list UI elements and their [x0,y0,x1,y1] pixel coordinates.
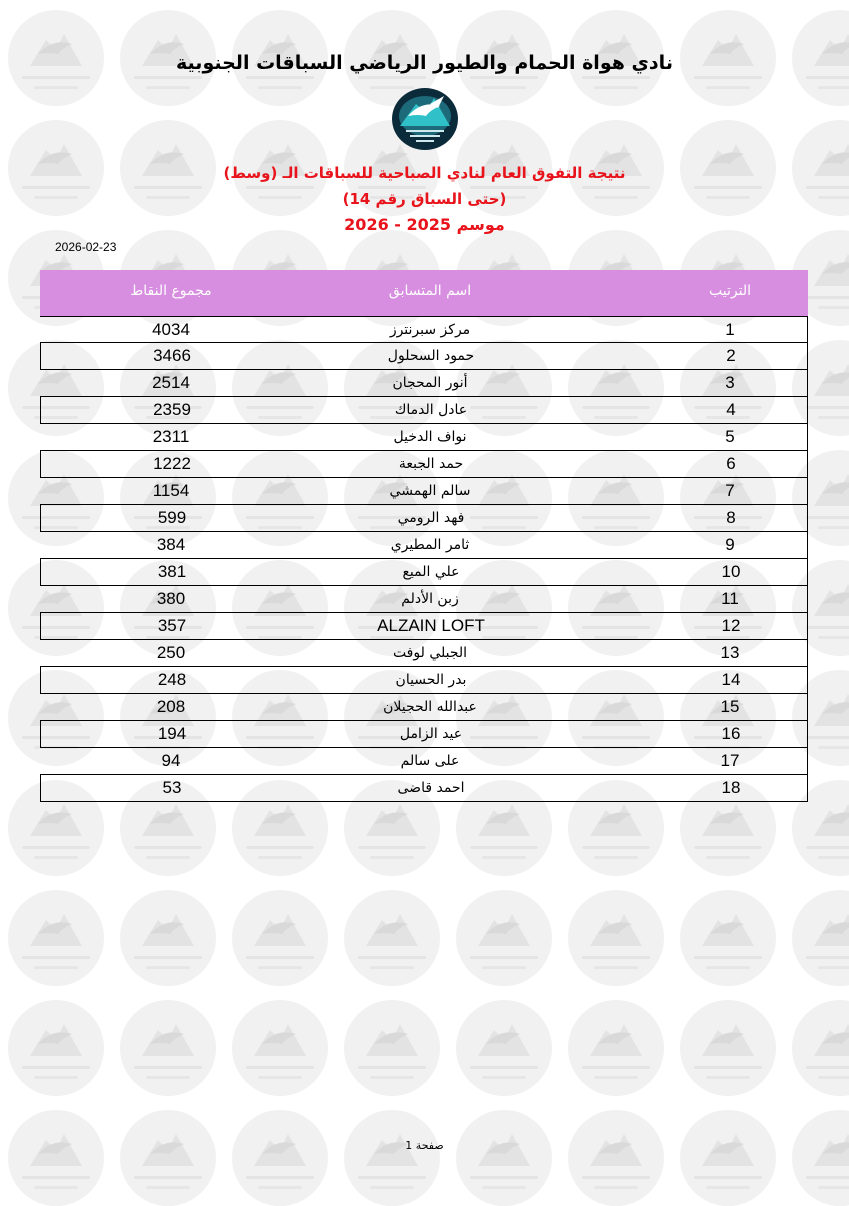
cell-rank: 16 [721,724,741,743]
cell-points: 208 [156,697,186,716]
cell-name: علي الميع [402,564,460,580]
cell-rank: 13 [720,643,740,662]
table-row [40,370,808,397]
cell-points: 4034 [152,320,190,339]
cell-name: مركز سبرنترز [389,322,471,338]
season-label: موسم 2025 - 2026 [344,215,505,234]
cell-points: 194 [157,724,187,743]
cell-name: أنور المحجان [392,375,468,391]
cell-points: 1222 [153,454,191,473]
cell-rank: 6 [726,454,736,473]
cell-rank: 15 [720,697,740,716]
cell-rank: 18 [721,778,741,797]
cell-name: احمد قاضى [397,780,465,796]
cell-name: حمد الجبعة [398,456,464,472]
table-row [40,775,808,802]
cell-rank: 10 [721,562,741,581]
table-row [40,694,808,721]
cell-points: 1154 [152,481,190,500]
cell-name: على سالم [400,753,460,769]
cell-name: زبن الأدلم [401,591,459,607]
table-header [40,270,808,316]
cell-name: عبدالله الحجيلان [383,699,477,715]
table-row [40,451,808,478]
cell-rank: 4 [726,400,736,419]
table-row [40,748,808,775]
cell-name: نواف الدخيل [393,429,467,445]
table-row [40,721,808,748]
cell-points: 2359 [153,400,191,419]
table-row [40,505,808,532]
club-title: نادي هواة الحمام والطيور الرياضي السباقات الجنوبية [176,52,673,74]
table-row [40,640,808,667]
cell-name: ثامر المطيري [390,537,470,553]
result-title: نتيجة التفوق العام لنادي الصباحية للسباقات الـ (وسط) [223,164,626,182]
cell-rank: 14 [721,670,741,689]
table-row [40,316,808,343]
cell-rank: 9 [725,535,735,554]
table-row [40,559,808,586]
cell-name: ALZAIN LOFT [377,616,485,635]
cell-rank: 7 [725,481,735,500]
table-row [40,343,808,370]
standings-table [40,270,808,802]
cell-points: 384 [156,535,186,554]
cell-points: 381 [157,562,187,581]
cell-rank: 12 [721,616,741,635]
table-body [40,316,808,802]
cell-points: 599 [157,508,187,527]
cell-rank: 2 [726,346,736,365]
report-date: 2026-02-23 [55,240,117,254]
cell-points: 2514 [152,373,190,392]
cell-points: 2311 [152,427,190,446]
cell-name: عادل الدماك [394,402,468,418]
page-number: صفحة 1 [405,1139,444,1152]
cell-points: 94 [161,751,181,770]
cell-rank: 3 [725,373,735,392]
cell-points: 53 [162,778,182,797]
table-row [40,586,808,613]
cell-rank: 8 [726,508,736,527]
table-row [40,667,808,694]
table-row [40,397,808,424]
cell-points: 380 [156,589,186,608]
club-logo-icon [386,86,464,152]
cell-name: سالم الهمشي [389,483,471,499]
column-header-rank: الترتيب [709,283,751,299]
cell-rank: 11 [721,589,739,608]
cell-name: بدر الحسيان [395,672,467,688]
cell-points: 250 [156,643,186,662]
table-row [40,532,808,559]
cell-points: 248 [157,670,187,689]
table-row [40,478,808,505]
column-header-points: مجموع النقاط [130,283,212,299]
cell-rank: 5 [725,427,735,446]
cell-points: 357 [157,616,187,635]
cell-name: فهد الرومي [397,510,465,526]
cell-rank: 1 [725,320,735,339]
cell-name: حمود السحلول [387,348,475,364]
table-row [40,613,808,640]
cell-name: عيد الزامل [399,726,463,742]
cell-name: الجبلي لوفت [392,645,468,661]
cell-rank: 17 [720,751,740,770]
column-header-name: اسم المتسابق [388,283,472,299]
race-number: (حتى السباق رقم 14) [342,190,507,208]
table-row [40,424,808,451]
cell-points: 3466 [153,346,191,365]
